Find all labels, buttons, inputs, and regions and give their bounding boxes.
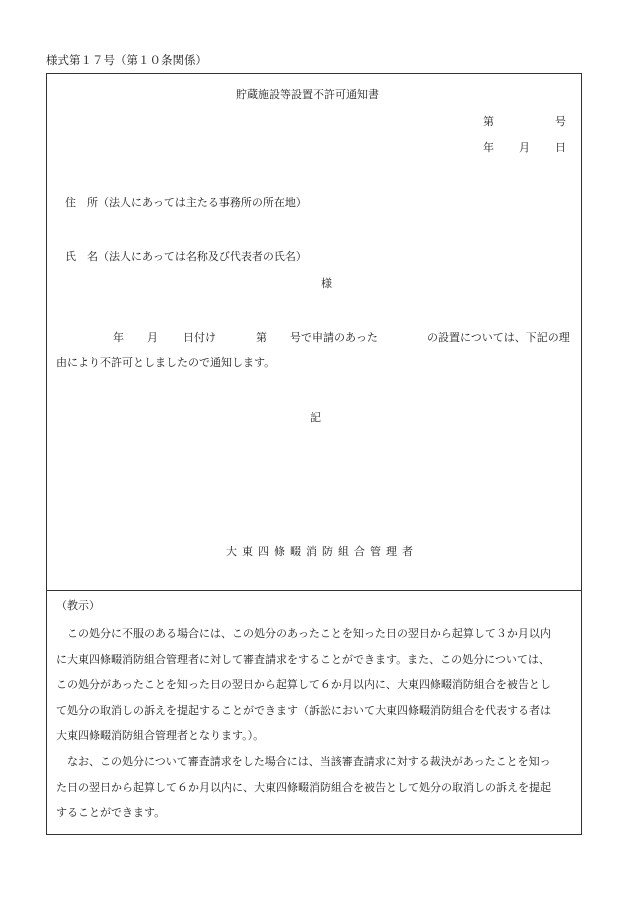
- notice-line: て処分の取消しの訴えを提起することができます（訴訟において大東四條畷消防組合を代表する者は: [56, 703, 551, 717]
- address-label: 住 所（法人にあっては主たる事務所の所在地）: [65, 196, 307, 209]
- name-label: 氏 名（法人にあっては名称及び代表者の氏名）: [65, 250, 307, 263]
- body-year: 年: [113, 331, 124, 344]
- document-title: 貯蔵施設等設置不許可通知書: [236, 88, 379, 101]
- notice-heading: （教示）: [56, 599, 100, 612]
- notice-line: た日の翌日から起算して６か月以内に、大東四條畷消防組合を被告として処分の取消しの訴えを提起: [56, 780, 551, 794]
- body-line-2: 由により不許可としましたので通知します。: [56, 356, 276, 369]
- body-no-prefix: 第: [256, 331, 267, 344]
- notice-paragraph-1: [56, 621, 576, 749]
- date-day: 日: [555, 141, 566, 154]
- notice-line: 大東四條畷消防組合管理者となります。）。: [56, 729, 265, 742]
- ki-label: 記: [310, 411, 321, 424]
- body-month: 月: [147, 331, 158, 344]
- date-month: 月: [519, 141, 530, 154]
- notice-line: この処分に不服のある場合には、この処分のあったことを知った日の翌日から起算して３か月以内: [56, 627, 551, 640]
- notice-divider: [46, 590, 582, 591]
- body-no-suffix: 号で申請のあった: [290, 331, 378, 344]
- body-setting: の設置については、下記の理: [427, 331, 570, 344]
- body-day: 日付け: [183, 331, 216, 344]
- honorific: 様: [321, 277, 332, 290]
- notice-line: なお、この処分について審査請求をした場合には、当該審査請求に対する裁決があったことを知っ: [56, 755, 551, 768]
- form-label: 様式第１７号（第１０条関係）: [46, 53, 207, 67]
- notice-line: に大東四條畷消防組合管理者に対して審査請求をすることができます。また、この処分については、: [56, 652, 550, 666]
- doc-number-suffix: 号: [555, 115, 566, 128]
- doc-number-prefix: 第: [483, 115, 494, 128]
- issuer-name: 大東四條畷消防組合管理者: [226, 545, 418, 558]
- notice-paragraph-2: [56, 749, 576, 826]
- notice-line: することができます。: [56, 806, 166, 819]
- date-year: 年: [483, 141, 494, 154]
- notice-line: この処分があったことを知った日の翌日から起算して６か月以内に、大東四條畷消防組合を被告とし: [56, 678, 551, 691]
